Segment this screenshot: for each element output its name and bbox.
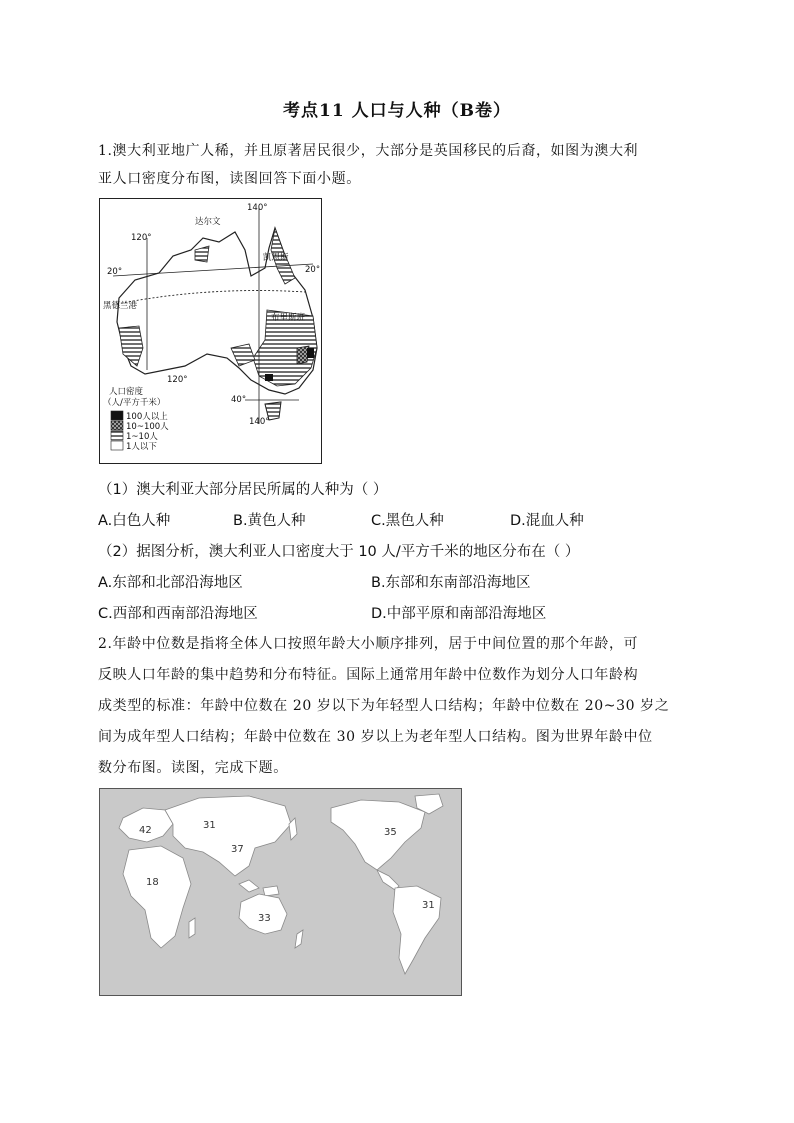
lat-label: 40° (231, 395, 247, 405)
legend-item: 1~10人 (126, 432, 158, 442)
q1-sub1-stem: （1）澳大利亚大部分居民所属的人种为（ ） (98, 482, 388, 498)
lon-label: 140° (247, 203, 268, 213)
q1-sub2-option-b[interactable]: B.东部和东南部沿海地区 (371, 575, 531, 591)
q1-sub2-option-c[interactable]: C.西部和西南部沿海地区 (98, 606, 258, 622)
q2-stem-line: 成类型的标准：年龄中位数在 20 岁以下为年轻型人口结构；年龄中位数在 20~30 岁之 (98, 698, 670, 714)
q1-sub2-option-a[interactable]: A.东部和北部沿海地区 (98, 575, 243, 591)
q1-sub2-option-d[interactable]: D.中部平原和南部沿海地区 (371, 606, 547, 622)
place-cairns: 凯恩斯 (263, 253, 289, 263)
legend-title: 人口密度 (109, 387, 144, 397)
q1-stem-line2: 亚人口密度分布图，读图回答下面小题。 (98, 171, 361, 187)
q1-sub1-option-a[interactable]: A.白色人种 (98, 513, 171, 529)
median-age-value: 18 (146, 877, 159, 888)
legend-item: 1人以下 (126, 442, 157, 452)
lon-label: 140° (249, 417, 270, 427)
legend-subtitle: （人/平方千米） (103, 398, 166, 408)
q2-stem-line: 2.年龄中位数是指将全体人口按照年龄大小顺序排列，居于中间位置的那个年龄，可 (98, 636, 639, 652)
lat-label: 20° (305, 265, 321, 275)
median-age-value: 31 (203, 820, 216, 831)
q2-stem-line: 数分布图。读图，完成下题。 (98, 760, 288, 776)
q2-stem-line: 反映人口年龄的集中趋势和分布特征。国际上通常用年龄中位数作为划分人口年龄构 (98, 667, 639, 683)
world-median-age-map (99, 788, 462, 996)
lat-label: 20° (107, 267, 123, 277)
q1-sub1-option-d[interactable]: D.混血人种 (510, 513, 584, 529)
q1-sub1-option-b[interactable]: B.黄色人种 (233, 513, 306, 529)
q1-sub2-stem: （2）据图分析，澳大利亚人口密度大于 10 人/平方千米的地区分布在（ ） (98, 544, 580, 560)
median-age-value: 35 (384, 827, 397, 838)
place-port-hedland: 黑德兰港 (103, 301, 138, 311)
australia-density-map (99, 198, 322, 464)
place-darwin: 达尔文 (195, 217, 221, 227)
median-age-value: 42 (139, 825, 152, 836)
lon-label: 120° (167, 375, 188, 385)
q2-stem-line: 间为成年型人口结构；年龄中位数在 30 岁以上为老年型人口结构。图为世界年龄中位 (98, 729, 653, 745)
lon-label: 120° (131, 233, 152, 243)
median-age-value: 33 (258, 913, 271, 924)
median-age-value: 31 (422, 900, 435, 911)
page-title: 考点11 人口与人种（B卷） (283, 101, 511, 121)
legend-item: 100人以上 (126, 412, 168, 422)
legend-item: 10~100人 (126, 422, 169, 432)
q1-stem-line1: 1.澳大利亚地广人稀，并且原著居民很少，大部分是英国移民的后裔，如图为澳大利 (98, 143, 639, 159)
q1-sub1-option-c[interactable]: C.黑色人种 (371, 513, 444, 529)
median-age-value: 37 (231, 844, 244, 855)
place-brisbane: 布里斯班 (271, 313, 306, 323)
